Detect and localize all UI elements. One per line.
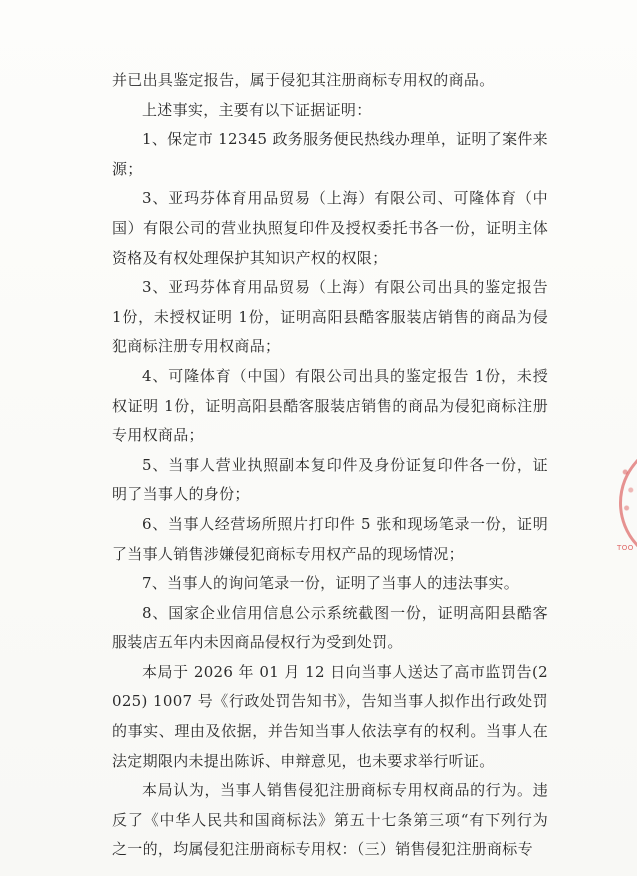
paragraph-5: 4、可隆体育（中国）有限公司出具的鉴定报告 1份，未授权证明 1份，证明高阳县酷客服装店销售的商品为侵犯商标注册专用权商品； — [112, 366, 548, 445]
paragraph-7: 6、当事人经营场所照片打印件 5 张和现场笔录一份，证明了当事人销售涉嫌侵犯商标专用权产品的现场情况； — [112, 514, 548, 563]
paragraph-1: 上述事实，主要有以下证据证明： — [142, 100, 372, 119]
red-seal-stamp-fragment — [615, 440, 637, 570]
paragraph-0: 并已出具鉴定报告，属于侵犯其注册商标专用权的商品。 — [112, 71, 495, 89]
paragraph-2: 1、保定市 12345 政务服务便民热线办理单，证明了案件来源； — [112, 130, 548, 178]
seal-code-text: TOO — [617, 544, 634, 552]
paragraph-4: 3、亚玛芬体育用品贸易（上海）有限公司出具的鉴定报告 1份，未授权证明 1份，证明高阳县酷客服装店销售的商品为侵犯商标注册专用权商品； — [112, 278, 548, 356]
paragraph-8: 7、当事人的询问笔录一份，证明了当事人的违法事实。 — [142, 574, 520, 593]
document-body — [112, 66, 548, 865]
paragraph-3: 3、亚玛芬体育用品贸易（上海）有限公司、可隆体育（中国）有限公司的营业执照复印件及授权委托书各一份，证明主体资格及有权处理保护其知识产权的权限； — [112, 189, 548, 267]
paragraph-11: 本局认为，当事人销售侵犯注册商标专用权商品的行为。违反了《中华人民共和国商标法》第五十七条第三项“有下列行为之一的，均属侵犯注册商标专用权：（三）销售侵犯注册商标专 — [112, 781, 548, 859]
seal-ink-marks — [621, 460, 635, 520]
paragraph-9: 8、国家企业信用信息公示系统截图一份，证明高阳县酷客服装店五年内未因商品侵权行为受到处罚。 — [112, 603, 548, 652]
paragraph-10: 本局于 2026 年 01 月 12 日向当事人送达了高市监罚告(2025) 1007 号《行政处罚告知书》，告知当事人拟作出行政处罚的事实、理由及依据，并告知当事人依法享有的权利。当事人在法定期限内未提出陈诉、申辩意见，也未要求举行听证。 — [112, 662, 548, 770]
paragraph-6: 5、当事人营业执照副本复印件及身份证复印件各一份，证明了当事人的身份； — [112, 455, 548, 504]
